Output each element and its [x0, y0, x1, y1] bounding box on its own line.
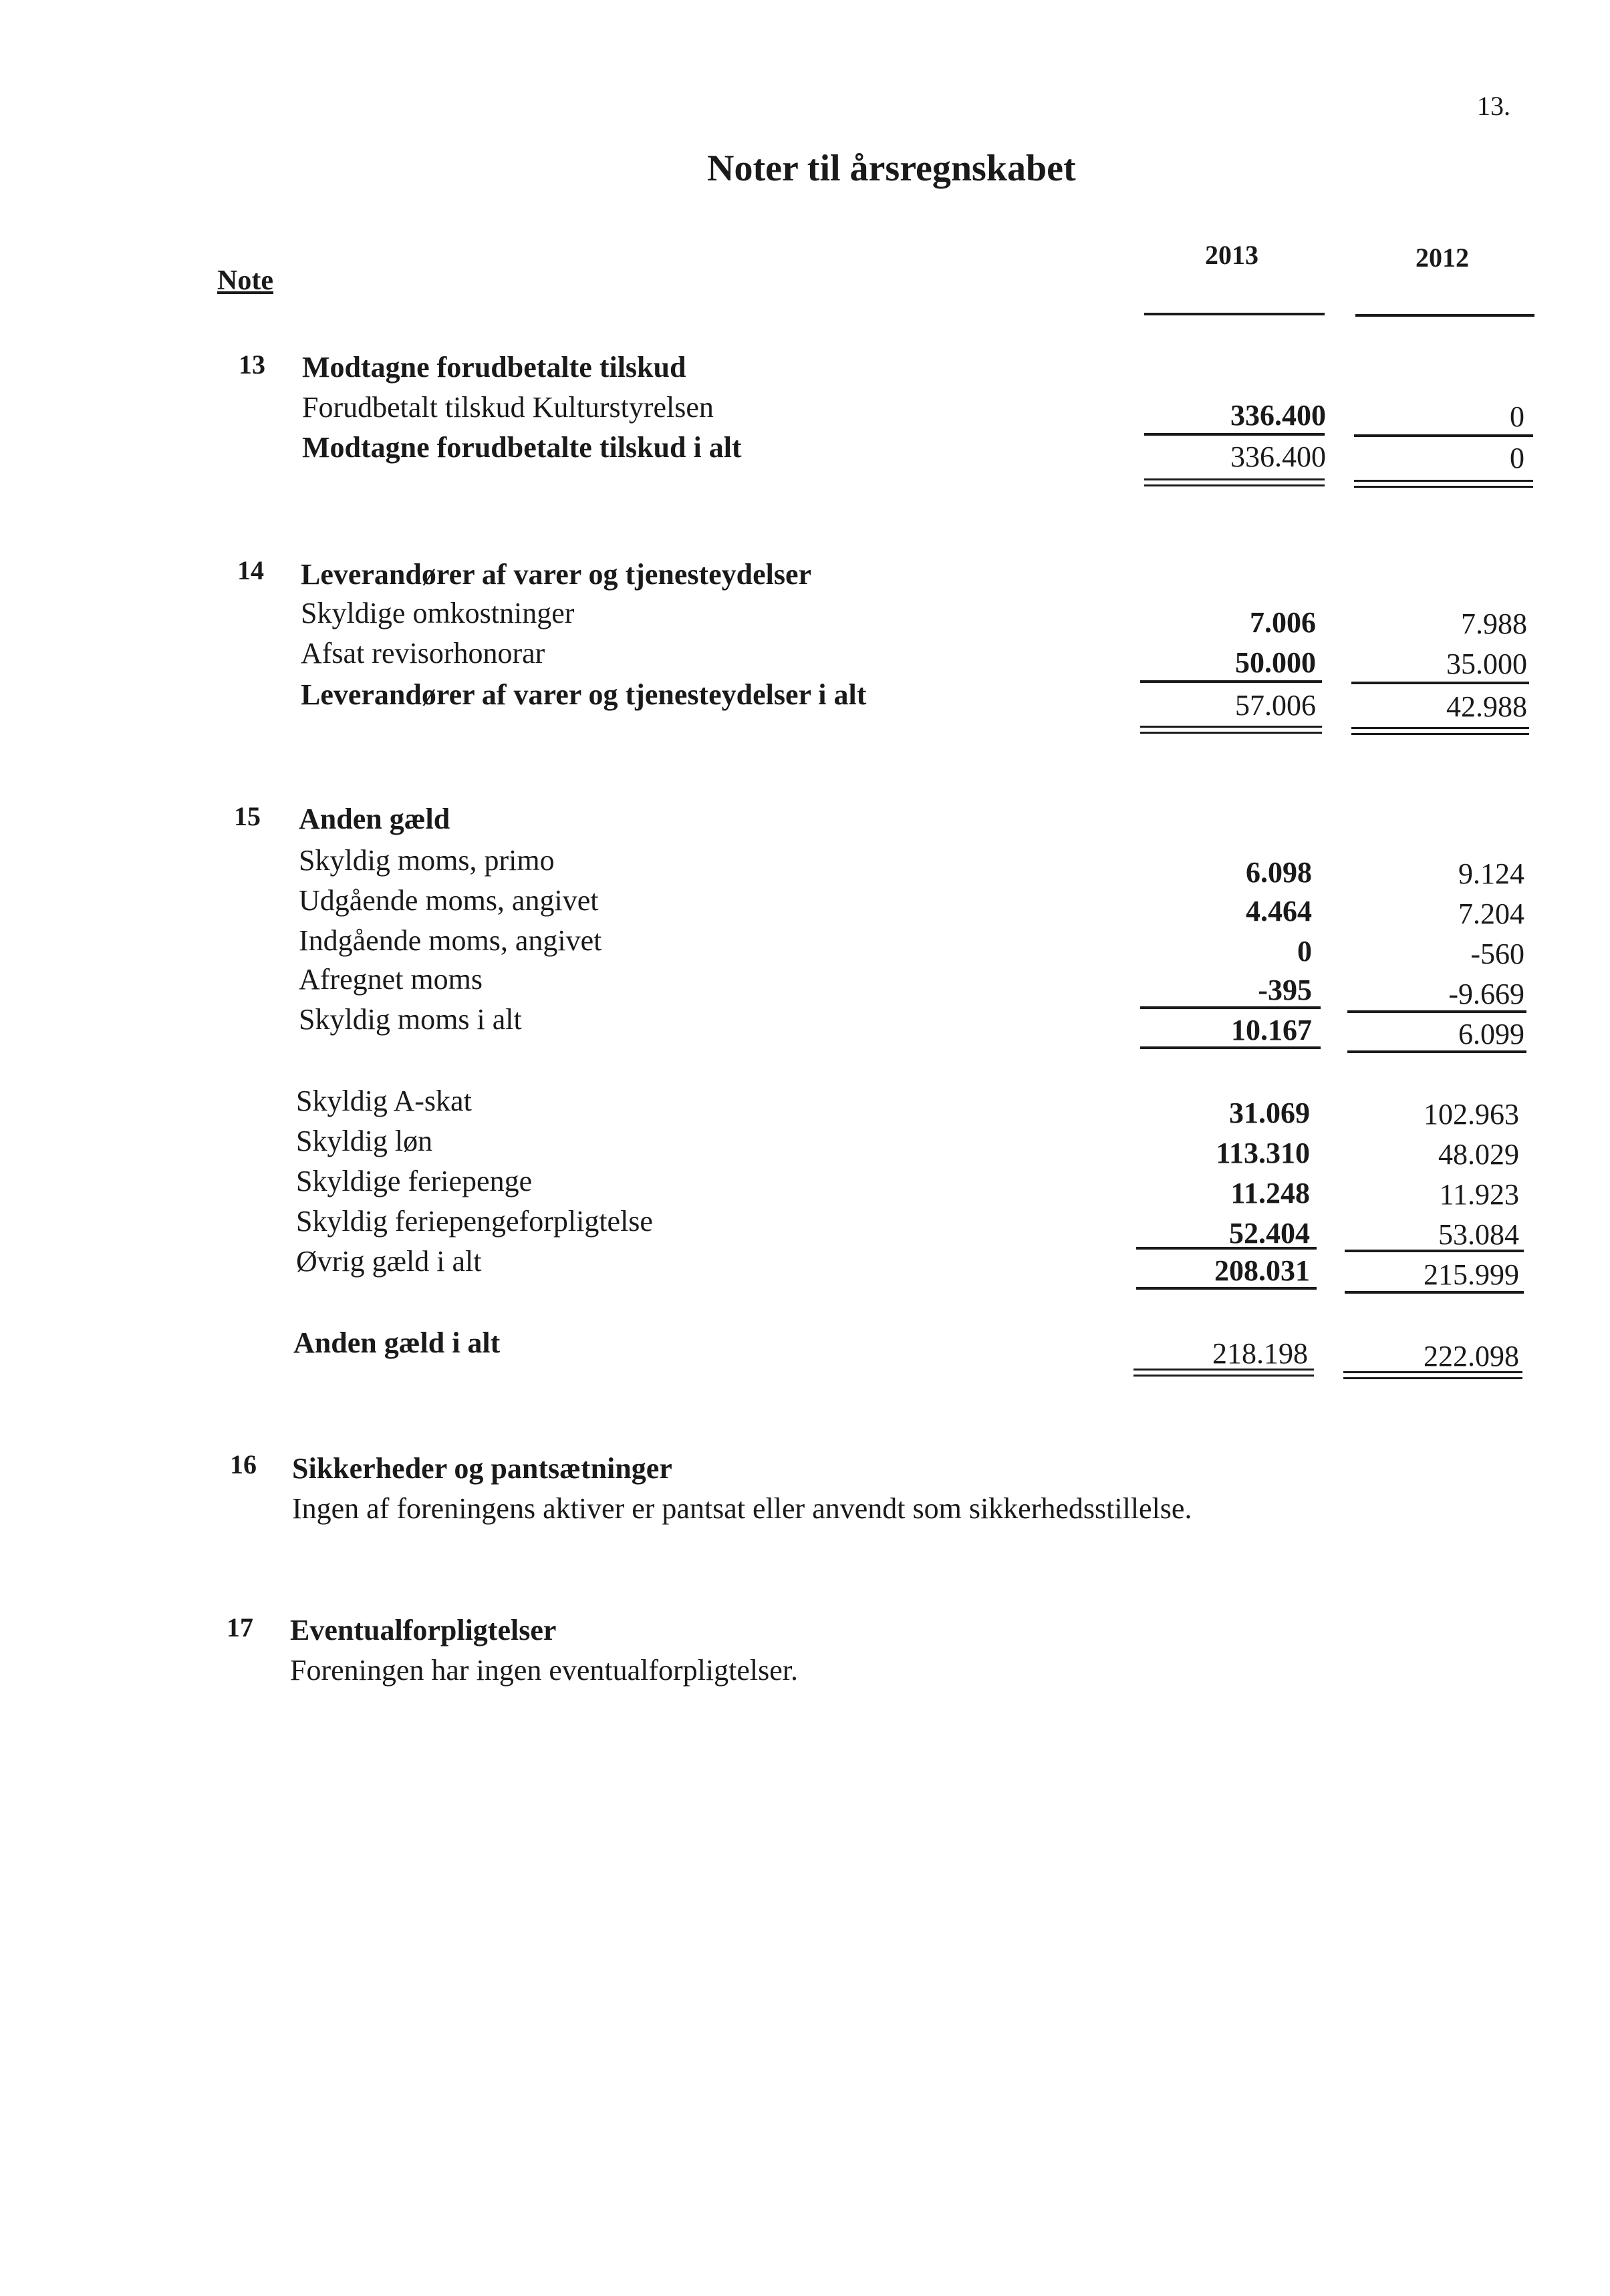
note-heading: Sikkerheder og pantsætninger [292, 1452, 672, 1485]
grand-total-value-2012: 222.098 [1424, 1340, 1519, 1373]
moms-total-value-2013: 10.167 [1231, 1014, 1312, 1046]
note-heading: Modtagne forudbetalte tilskud [302, 351, 686, 384]
note-number: 16 [230, 1449, 257, 1479]
value-2013: 50.000 [1235, 646, 1316, 679]
note-number: 14 [237, 555, 264, 585]
total-double-rule [1351, 727, 1529, 735]
row-label: Skyldig moms, primo [299, 844, 555, 877]
grand-total-double-rule [1343, 1371, 1522, 1379]
value-2012: 48.029 [1438, 1138, 1519, 1171]
subtotal-rule [1144, 433, 1325, 436]
value-2013: 336.400 [1230, 399, 1326, 432]
note-number: 13 [239, 349, 265, 380]
value-2012: -9.669 [1448, 978, 1524, 1010]
year-2013-rule [1144, 313, 1325, 315]
value-2012: 102.963 [1424, 1098, 1519, 1131]
value-2013: 52.404 [1229, 1217, 1310, 1250]
value-2013: 4.464 [1246, 895, 1312, 927]
value-2012: 35.000 [1446, 648, 1527, 680]
value-2012: 7.204 [1458, 897, 1524, 930]
value-2013: 11.248 [1230, 1177, 1310, 1209]
total-rule [1347, 1050, 1526, 1053]
value-2013: 113.310 [1216, 1137, 1310, 1169]
value-2013: 0 [1297, 935, 1312, 968]
note-number: 17 [227, 1612, 253, 1642]
note-heading: Eventualforpligtelser [290, 1614, 557, 1646]
page-number: 13. [1477, 91, 1510, 121]
value-2012: 7.988 [1461, 607, 1527, 640]
year-2013-header: 2013 [1205, 240, 1258, 270]
moms-total-label: Skyldig moms i alt [299, 1003, 522, 1036]
year-2012-header: 2012 [1416, 243, 1469, 273]
grand-total-value-2013: 218.198 [1212, 1337, 1308, 1370]
total-rule [1136, 1287, 1317, 1290]
row-label: Forudbetalt tilskud Kulturstyrelsen [302, 391, 714, 424]
grand-total-double-rule [1133, 1369, 1314, 1377]
total-label: Modtagne forudbetalte tilskud i alt [302, 431, 742, 464]
row-label: Afregnet moms [299, 963, 483, 996]
value-2013: -395 [1258, 974, 1312, 1006]
page-title: Noter til årsregnskabet [707, 148, 1076, 189]
total-double-rule [1144, 478, 1325, 486]
row-label: Indgående moms, angivet [299, 924, 602, 957]
total-rule [1140, 1046, 1321, 1049]
note-heading: Anden gæld [299, 803, 450, 835]
moms-total-value-2012: 6.099 [1458, 1018, 1524, 1050]
subtotal-rule [1347, 1010, 1526, 1013]
note-text: Foreningen har ingen eventualforpligtelser. [290, 1654, 798, 1687]
row-label: Skyldig feriepengeforpligtelse [296, 1205, 653, 1238]
other-total-value-2013: 208.031 [1214, 1254, 1310, 1287]
total-value-2013: 336.400 [1230, 440, 1326, 473]
total-value-2012: 42.988 [1446, 690, 1527, 723]
grand-total-label: Anden gæld i alt [293, 1326, 501, 1359]
subtotal-rule [1354, 434, 1533, 437]
value-2013: 7.006 [1250, 606, 1316, 639]
subtotal-rule [1140, 1006, 1321, 1009]
total-rule [1345, 1291, 1524, 1294]
row-label: Skyldig A-skat [296, 1085, 472, 1117]
row-label: Skyldig løn [296, 1125, 433, 1157]
total-label: Leverandører af varer og tjenesteydelser i alt [301, 678, 867, 711]
note-text: Ingen af foreningens aktiver er pantsat eller anvendt som sikkerhedsstillelse. [292, 1492, 1192, 1525]
value-2012: 53.084 [1438, 1218, 1519, 1251]
row-label: Udgående moms, angivet [299, 884, 599, 917]
total-value-2013: 57.006 [1235, 689, 1316, 722]
note-heading: Leverandører af varer og tjenesteydelser [301, 558, 812, 591]
row-label: Skyldige feriepenge [296, 1165, 533, 1197]
note-number: 15 [234, 801, 261, 831]
note-column-header: Note [217, 265, 273, 296]
value-2012: 11.923 [1439, 1178, 1519, 1211]
value-2012: 9.124 [1458, 857, 1524, 890]
year-2012-rule [1355, 314, 1534, 317]
other-total-value-2012: 215.999 [1424, 1258, 1519, 1291]
value-2013: 31.069 [1229, 1097, 1310, 1129]
value-2013: 6.098 [1246, 856, 1312, 889]
value-2012: 0 [1510, 400, 1524, 433]
other-total-label: Øvrig gæld i alt [296, 1245, 482, 1278]
row-label: Skyldige omkostninger [301, 597, 575, 629]
subtotal-rule [1351, 682, 1529, 684]
subtotal-rule [1345, 1250, 1524, 1252]
total-double-rule [1354, 480, 1533, 488]
value-2012: -560 [1470, 938, 1524, 970]
total-value-2012: 0 [1510, 442, 1524, 474]
row-label: Afsat revisorhonorar [301, 637, 545, 670]
subtotal-rule [1140, 680, 1322, 683]
subtotal-rule [1136, 1247, 1317, 1250]
total-double-rule [1140, 726, 1322, 734]
